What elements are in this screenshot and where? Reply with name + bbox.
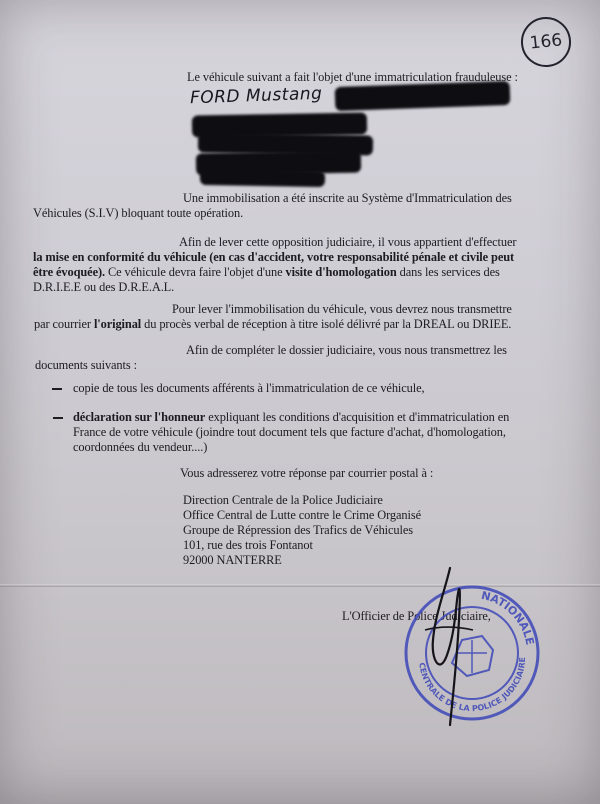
address-line-5: 92000 NANTERRE	[183, 553, 282, 567]
address-line-3: Groupe de Répression des Trafics de Véhicules	[183, 523, 413, 537]
completer-line-2: documents suivants :	[35, 358, 137, 372]
address-line-1: Direction Centrale de la Police Judiciaire	[183, 493, 383, 507]
stamp-top-text: NATIONALE	[479, 588, 537, 647]
bullet-2-line-2: France de votre véhicule (joindre tout document tels que facture d'achat, d'homologation,	[73, 425, 506, 439]
bullet-2-line-3: coordonnées du vendeur....)	[73, 440, 208, 454]
intro-line: Le véhicule suivant a fait l'objet d'une immatriculation frauduleuse :	[187, 70, 518, 84]
bullet-1: copie de tous les documents afférents à l'immatriculation de ce véhicule,	[73, 381, 425, 395]
redaction-mark	[200, 169, 325, 187]
lever-text-a: par courrier	[34, 317, 94, 331]
conformite-text-end: dans les services des	[396, 265, 500, 279]
completer-line-1: Afin de compléter le dossier judiciaire, vous nous transmettrez les	[186, 343, 507, 357]
address-line-2: Office Central de Lutte contre le Crime Organisé	[183, 508, 421, 522]
bullet-2-text: expliquant les conditions d'acquisition et d'immatriculation en	[205, 410, 510, 424]
declaration-honneur: déclaration sur l'honneur	[73, 410, 206, 424]
conformite-bold-evoquee: être évoquée).	[33, 265, 105, 279]
conformite-line-3	[33, 265, 500, 280]
lever-line-1: Pour lever l'immobilisation du véhicule, vous devrez nous transmettre	[172, 302, 512, 316]
visite-homologation: visite d'homologation	[285, 265, 397, 279]
stamp-bottom-text: CENTRALE DE LA POLICE JUDICIAIRE	[417, 656, 528, 714]
handwritten-signature	[395, 560, 495, 730]
conformite-text: Ce véhicule devra faire l'objet d'une	[105, 265, 286, 279]
lever-text-b: du procès verbal de réception à titre isolé délivré par la DREAL ou DRIEE.	[141, 317, 512, 331]
conformite-line-4: D.R.I.E.E ou des D.R.E.A.L.	[33, 280, 175, 294]
conformite-line-1: Afin de lever cette opposition judiciaire, il vous appartient d'effectuer	[179, 235, 517, 249]
address-line-4: 101, rue des trois Fontanot	[183, 538, 313, 552]
immobilisation-line-1: Une immobilisation a été inscrite au Système d'Immatriculation des	[183, 191, 512, 205]
bullet-2-line-1	[73, 410, 509, 425]
handwritten-vehicle-model: FORD Mustang	[189, 83, 323, 109]
page-number-circled: 166	[519, 15, 574, 70]
reponse-line: Vous adresserez votre réponse par courrier postal à :	[180, 466, 434, 480]
immobilisation-line-2: Véhicules (S.I.V) bloquant toute opération.	[33, 206, 244, 220]
lever-line-2	[34, 317, 511, 332]
signatory-line: L'Officier de Police Judiciaire,	[342, 609, 491, 623]
conformite-line-2: la mise en conformité du véhicule (en cas d'accident, votre responsabilité pénale et civile peut	[33, 250, 515, 264]
bullet-dash	[52, 388, 62, 390]
bullet-dash	[53, 417, 63, 419]
original-bold: l'original	[93, 317, 142, 331]
